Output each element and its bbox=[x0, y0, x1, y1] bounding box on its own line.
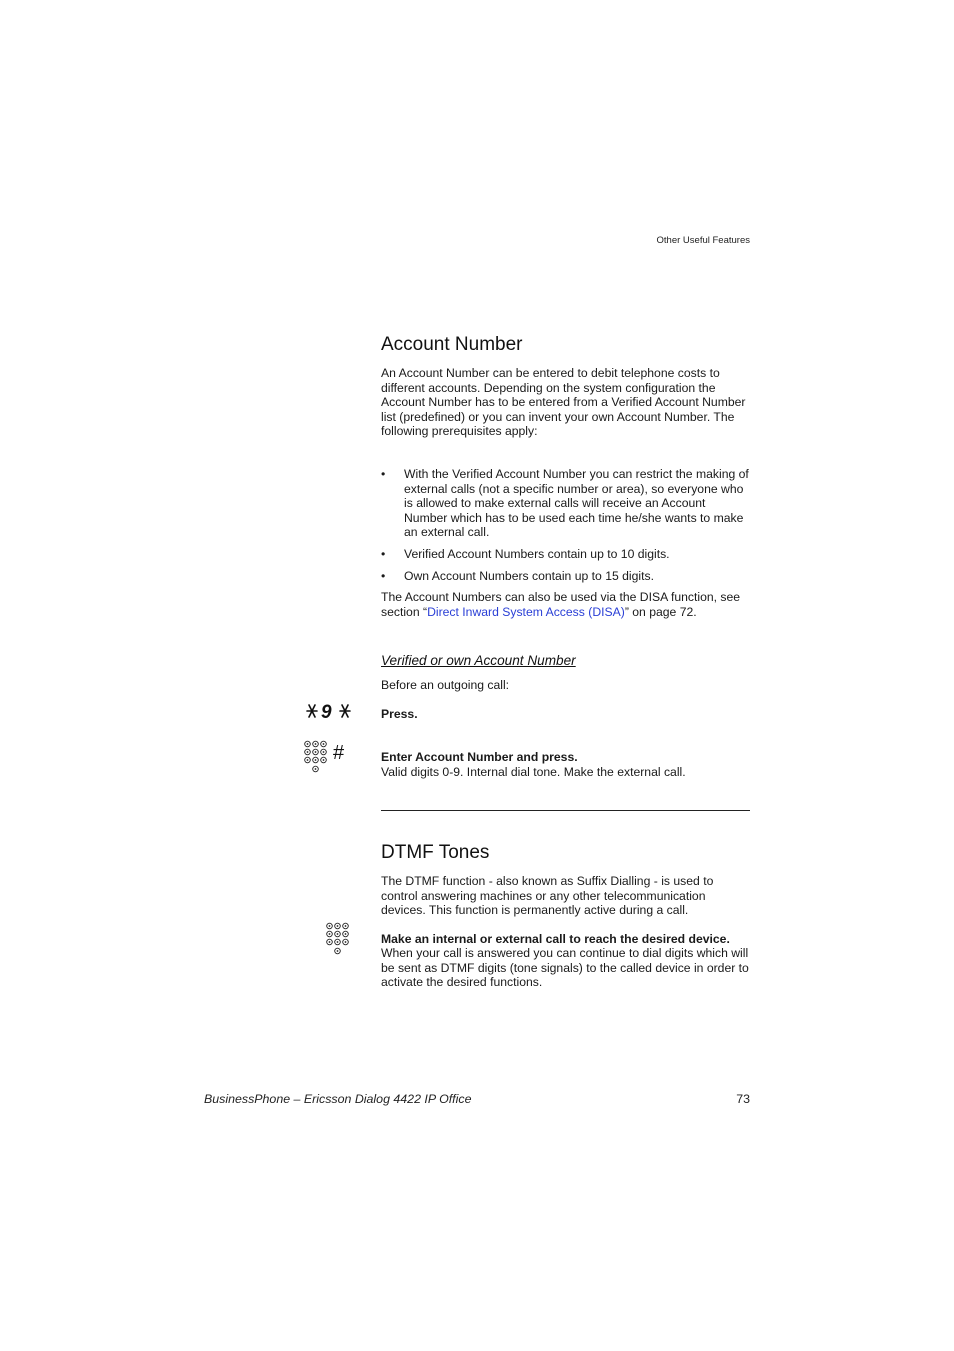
star-9-star-keys-icon bbox=[305, 700, 353, 727]
keypad-icon bbox=[303, 740, 329, 781]
before-call-text: Before an outgoing call: bbox=[381, 678, 510, 692]
account-intro: An Account Number can be entered to debit telephone costs to different accounts. Depending on the system configuration the Account Number has to be entered from a Verified Account Number list (predefined) or you can invent your own Account Number. The following prerequisites apply: bbox=[381, 366, 746, 439]
list-item: • Verified Account Numbers contain up to 10 digits. bbox=[381, 547, 750, 562]
enter-account-description: Valid digits 0-9. Internal dial tone. Make the external call. bbox=[381, 765, 686, 779]
subsection-title: Verified or own Account Number bbox=[381, 653, 576, 668]
list-item: • Own Account Numbers contain up to 15 digits. bbox=[381, 569, 750, 584]
hash-key-icon: # bbox=[333, 742, 345, 764]
prerequisite-list bbox=[381, 467, 750, 590]
disa-prefix: The Account Numbers can also be used via the DISA function, see section “ bbox=[381, 590, 741, 619]
press-instruction: Press. bbox=[381, 707, 418, 721]
section-divider bbox=[381, 810, 750, 811]
enter-account-instruction: Enter Account Number and press. bbox=[381, 750, 578, 764]
disa-reference bbox=[381, 590, 750, 619]
list-item: • With the Verified Account Number you can restrict the making of external calls (not a specific number or area), so everyone who is allowed to make external calls will receive an Account Number which has to be used each time he/she wants to make an external call. bbox=[381, 467, 750, 540]
svg-text:9: 9 bbox=[321, 702, 332, 722]
section-title-dtmf-tones: DTMF Tones bbox=[381, 842, 490, 863]
section-title-account-number: Account Number bbox=[381, 334, 523, 355]
disa-suffix: ” on page 72. bbox=[624, 604, 697, 619]
page-number: 73 bbox=[736, 1092, 750, 1106]
running-head: Other Useful Features bbox=[656, 235, 750, 246]
keypad-icon bbox=[325, 922, 351, 963]
disa-link[interactable]: Direct Inward System Access (DISA) bbox=[427, 604, 625, 619]
make-call-description: When your call is answered you can continue to dial digits which will be sent as DTMF digits (tone signals) to the called device in order to activate the desired functions. bbox=[381, 946, 749, 990]
make-call-instruction: Make an internal or external call to reach the desired device. bbox=[381, 932, 730, 946]
dtmf-intro: The DTMF function - also known as Suffix Dialling - is used to control answering machines or any other telecommunication devices. This function is permanently active during a call. bbox=[381, 874, 714, 918]
footer-title: BusinessPhone – Ericsson Dialog 4422 IP Office bbox=[204, 1092, 472, 1106]
